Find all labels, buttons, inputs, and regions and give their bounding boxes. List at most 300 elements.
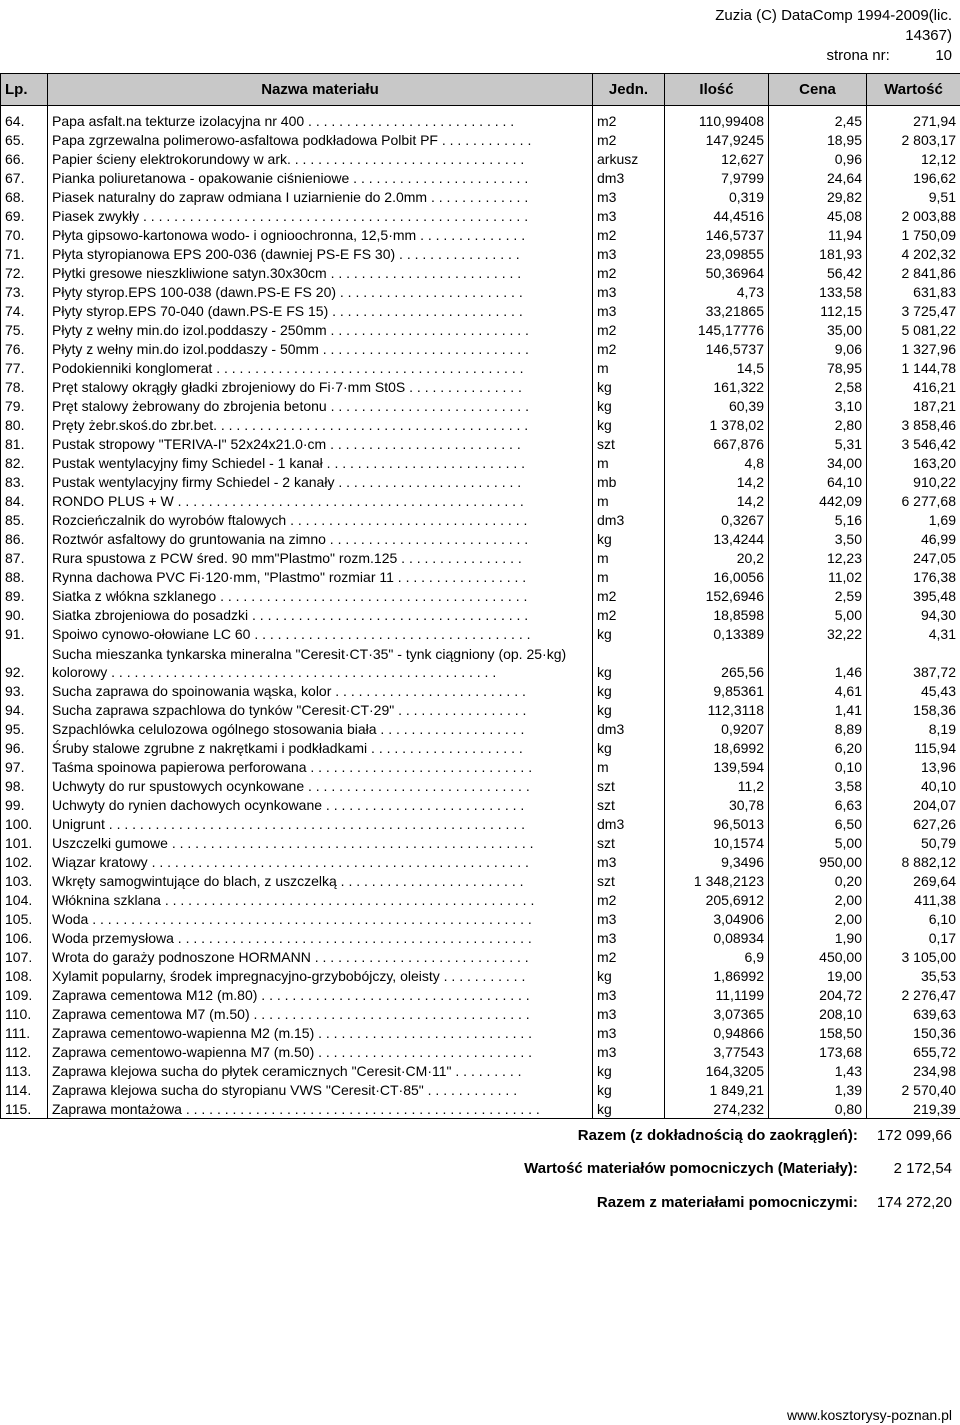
col-header-qty: Ilość bbox=[665, 74, 769, 106]
row-lp: 90. bbox=[1, 605, 48, 624]
row-unit: mb bbox=[593, 472, 665, 491]
row-value: 2 803,17 bbox=[867, 130, 960, 149]
row-unit: m3 bbox=[593, 928, 665, 947]
row-name: Pustak stropowy "TERIVA-I" 52x24x21.0·cm . . . . . . . . . . . . . . . . . . . . . . . . . bbox=[48, 434, 593, 453]
row-lp: 73. bbox=[1, 282, 48, 301]
row-price: 5,00 bbox=[769, 833, 867, 852]
row-value: 631,83 bbox=[867, 282, 960, 301]
row-price: 32,22 bbox=[769, 624, 867, 643]
table-row bbox=[1, 567, 960, 586]
row-name: Podokienniki konglomerat . . . . . . . . . . . . . . . . . . . . . . . . . . . . . . . . . . . . . . . . bbox=[48, 358, 593, 377]
row-name: Unigrunt . . . . . . . . . . . . . . . . . . . . . . . . . . . . . . . . . . . . . . . . . . . . . . . . . . . . . . bbox=[48, 814, 593, 833]
table-row bbox=[1, 757, 960, 776]
table-row bbox=[1, 966, 960, 985]
row-price: 112,15 bbox=[769, 301, 867, 320]
row-value: 94,30 bbox=[867, 605, 960, 624]
row-unit: kg bbox=[593, 377, 665, 396]
row-name: Papa zgrzewalna polimerowo-asfaltowa podkładowa Polbit PF . . . . . . . . . . . . bbox=[48, 130, 593, 149]
row-unit: m bbox=[593, 757, 665, 776]
row-unit: szt bbox=[593, 434, 665, 453]
row-name: Zaprawa montażowa . . . . . . . . . . . . . . . . . . . . . . . . . . . . . . . . . . . . . . . . . . . . . . bbox=[48, 1099, 593, 1119]
row-lp: 108. bbox=[1, 966, 48, 985]
row-name: Piasek zwykły . . . . . . . . . . . . . . . . . . . . . . . . . . . . . . . . . . . . . . . . . . . . . . . . . . bbox=[48, 206, 593, 225]
page-label: strona nr: bbox=[826, 47, 890, 64]
row-value: 187,21 bbox=[867, 396, 960, 415]
row-lp: 75. bbox=[1, 320, 48, 339]
row-unit: kg bbox=[593, 415, 665, 434]
row-unit: kg bbox=[593, 966, 665, 985]
row-price: 12,23 bbox=[769, 548, 867, 567]
row-lp: 110. bbox=[1, 1004, 48, 1023]
row-price: 2,80 bbox=[769, 415, 867, 434]
row-price: 6,50 bbox=[769, 814, 867, 833]
row-lp: 107. bbox=[1, 947, 48, 966]
table-row bbox=[1, 491, 960, 510]
row-unit: m3 bbox=[593, 985, 665, 1004]
row-value: 234,98 bbox=[867, 1061, 960, 1080]
row-unit: dm3 bbox=[593, 814, 665, 833]
row-unit: kg bbox=[593, 1061, 665, 1080]
row-qty: 10,1574 bbox=[665, 833, 769, 852]
row-lp: 78. bbox=[1, 377, 48, 396]
row-lp: 97. bbox=[1, 757, 48, 776]
row-qty: 33,21865 bbox=[665, 301, 769, 320]
row-value: 269,64 bbox=[867, 871, 960, 890]
row-value: 416,21 bbox=[867, 377, 960, 396]
row-name: Płyty styrop.EPS 70-040 (dawn.PS-E FS 15) . . . . . . . . . . . . . . . . . . . . . . . . . bbox=[48, 301, 593, 320]
table-row bbox=[1, 814, 960, 833]
row-value: 271,94 bbox=[867, 106, 960, 131]
row-price: 1,90 bbox=[769, 928, 867, 947]
table-row bbox=[1, 947, 960, 966]
row-lp: 104. bbox=[1, 890, 48, 909]
row-unit: kg bbox=[593, 643, 665, 681]
row-price: 0,10 bbox=[769, 757, 867, 776]
row-unit: m bbox=[593, 453, 665, 472]
row-lp: 65. bbox=[1, 130, 48, 149]
table-row bbox=[1, 586, 960, 605]
row-name: Płyta gipsowo-kartonowa wodo- i ognioochronna, 12,5·mm . . . . . . . . . . . . . . bbox=[48, 225, 593, 244]
row-value: 2 841,86 bbox=[867, 263, 960, 282]
row-qty: 11,1199 bbox=[665, 985, 769, 1004]
row-qty: 18,6992 bbox=[665, 738, 769, 757]
row-qty: 145,17776 bbox=[665, 320, 769, 339]
row-qty: 4,73 bbox=[665, 282, 769, 301]
row-price: 24,64 bbox=[769, 168, 867, 187]
row-unit: m3 bbox=[593, 244, 665, 263]
row-lp: 91. bbox=[1, 624, 48, 643]
row-qty: 3,04906 bbox=[665, 909, 769, 928]
row-unit: szt bbox=[593, 795, 665, 814]
row-qty: 12,627 bbox=[665, 149, 769, 168]
row-price: 950,00 bbox=[769, 852, 867, 871]
row-lp: 105. bbox=[1, 909, 48, 928]
row-price: 9,06 bbox=[769, 339, 867, 358]
table-row bbox=[1, 149, 960, 168]
row-value: 13,96 bbox=[867, 757, 960, 776]
table-row bbox=[1, 244, 960, 263]
row-name: Sucha zaprawa szpachlowa do tynków "Ceresit·CT·29" . . . . . . . . . . . . . . . . . bbox=[48, 700, 593, 719]
row-price: 158,50 bbox=[769, 1023, 867, 1042]
row-qty: 9,85361 bbox=[665, 681, 769, 700]
row-price: 6,20 bbox=[769, 738, 867, 757]
col-header-price: Cena bbox=[769, 74, 867, 106]
table-row bbox=[1, 890, 960, 909]
row-price: 2,00 bbox=[769, 890, 867, 909]
license-line-2: 14367) bbox=[905, 27, 952, 44]
row-qty: 274,232 bbox=[665, 1099, 769, 1119]
row-name: Uszczelki gumowe . . . . . . . . . . . . . . . . . . . . . . . . . . . . . . . . . . . . . . . . . . . . . . . bbox=[48, 833, 593, 852]
table-row bbox=[1, 225, 960, 244]
row-lp: 109. bbox=[1, 985, 48, 1004]
table-row bbox=[1, 985, 960, 1004]
row-qty: 0,94866 bbox=[665, 1023, 769, 1042]
row-value: 176,38 bbox=[867, 567, 960, 586]
row-value: 50,79 bbox=[867, 833, 960, 852]
table-row bbox=[1, 187, 960, 206]
table-row bbox=[1, 282, 960, 301]
row-qty: 3,07365 bbox=[665, 1004, 769, 1023]
row-name: Zaprawa klejowa sucha do płytek ceramicznych "Ceresit·CM·11" . . . . . . . . . bbox=[48, 1061, 593, 1080]
row-name: Papa asfalt.na tekturze izolacyjna nr 400 . . . . . . . . . . . . . . . . . . . . . . . . . . . bbox=[48, 106, 593, 131]
row-lp: 106. bbox=[1, 928, 48, 947]
row-value: 150,36 bbox=[867, 1023, 960, 1042]
row-name: Śruby stalowe zgrubne z nakrętkami i podkładkami . . . . . . . . . . . . . . . . . . . . bbox=[48, 738, 593, 757]
row-name: Płyty styrop.EPS 100-038 (dawn.PS-E FS 20) . . . . . . . . . . . . . . . . . . . . . . . . bbox=[48, 282, 593, 301]
row-price: 181,93 bbox=[769, 244, 867, 263]
table-row bbox=[1, 106, 960, 131]
row-lp: 88. bbox=[1, 567, 48, 586]
row-name: Sucha zaprawa do spoinowania wąska, kolor . . . . . . . . . . . . . . . . . . . . . . . . . bbox=[48, 681, 593, 700]
row-value: 8 882,12 bbox=[867, 852, 960, 871]
row-price: 2,00 bbox=[769, 909, 867, 928]
row-price: 0,96 bbox=[769, 149, 867, 168]
row-qty: 0,319 bbox=[665, 187, 769, 206]
table-row bbox=[1, 928, 960, 947]
row-price: 208,10 bbox=[769, 1004, 867, 1023]
row-qty: 16,0056 bbox=[665, 567, 769, 586]
table-row bbox=[1, 472, 960, 491]
row-value: 910,22 bbox=[867, 472, 960, 491]
row-unit: m2 bbox=[593, 106, 665, 131]
row-value: 163,20 bbox=[867, 453, 960, 472]
row-lp: 85. bbox=[1, 510, 48, 529]
row-name: Xylamit popularny, środek impregnacyjno-grzybobójczy, oleisty . . . . . . . . . . . bbox=[48, 966, 593, 985]
row-name: Uchwyty do rur spustowych ocynkowane . . . . . . . . . . . . . . . . . . . . . . . . . . . . . bbox=[48, 776, 593, 795]
row-name: Siatka z włókna szklanego . . . . . . . . . . . . . . . . . . . . . . . . . . . . . . . . . . . . . . . . bbox=[48, 586, 593, 605]
row-qty: 6,9 bbox=[665, 947, 769, 966]
row-price: 442,09 bbox=[769, 491, 867, 510]
row-unit: m bbox=[593, 548, 665, 567]
col-header-unit: Jedn. bbox=[593, 74, 665, 106]
row-name: Rozcieńczalnik do wyrobów ftalowych . . . . . . . . . . . . . . . . . . . . . . . . . . . . . . . bbox=[48, 510, 593, 529]
row-price: 204,72 bbox=[769, 985, 867, 1004]
row-price: 2,58 bbox=[769, 377, 867, 396]
table-row bbox=[1, 339, 960, 358]
row-qty: 50,36964 bbox=[665, 263, 769, 282]
row-lp: 74. bbox=[1, 301, 48, 320]
row-lp: 99. bbox=[1, 795, 48, 814]
row-name: Wrota do garaży podnoszone HORMANN . . . . . . . . . . . . . . . . . . . . . . . . . . . . bbox=[48, 947, 593, 966]
row-name: Roztwór asfaltowy do gruntowania na zimno . . . . . . . . . . . . . . . . . . . . . . . . . . bbox=[48, 529, 593, 548]
row-price: 8,89 bbox=[769, 719, 867, 738]
row-unit: szt bbox=[593, 776, 665, 795]
row-lp: 114. bbox=[1, 1080, 48, 1099]
row-lp: 70. bbox=[1, 225, 48, 244]
row-unit: m3 bbox=[593, 1004, 665, 1023]
row-lp: 68. bbox=[1, 187, 48, 206]
row-price: 64,10 bbox=[769, 472, 867, 491]
row-qty: 147,9245 bbox=[665, 130, 769, 149]
row-qty: 11,2 bbox=[665, 776, 769, 795]
table-row bbox=[1, 548, 960, 567]
table-header-row bbox=[1, 74, 960, 106]
row-price: 18,95 bbox=[769, 130, 867, 149]
row-unit: m3 bbox=[593, 852, 665, 871]
row-value: 196,62 bbox=[867, 168, 960, 187]
row-qty: 96,5013 bbox=[665, 814, 769, 833]
table-row bbox=[1, 871, 960, 890]
table-row bbox=[1, 833, 960, 852]
table-row bbox=[1, 1023, 960, 1042]
row-qty: 0,3267 bbox=[665, 510, 769, 529]
row-price: 3,10 bbox=[769, 396, 867, 415]
table-row bbox=[1, 358, 960, 377]
row-value: 0,17 bbox=[867, 928, 960, 947]
row-unit: kg bbox=[593, 738, 665, 757]
table-row bbox=[1, 377, 960, 396]
row-price: 11,94 bbox=[769, 225, 867, 244]
row-qty: 1,86992 bbox=[665, 966, 769, 985]
table-row bbox=[1, 852, 960, 871]
row-price: 5,31 bbox=[769, 434, 867, 453]
row-price: 1,43 bbox=[769, 1061, 867, 1080]
row-price: 1,41 bbox=[769, 700, 867, 719]
row-value: 35,53 bbox=[867, 966, 960, 985]
row-name: Płyta styropianowa EPS 200-036 (dawniej PS-E FS 30) . . . . . . . . . . . . . . . . bbox=[48, 244, 593, 263]
row-unit: kg bbox=[593, 624, 665, 643]
row-price: 19,00 bbox=[769, 966, 867, 985]
row-name: Zaprawa cementowo-wapienna M7 (m.50) . . . . . . . . . . . . . . . . . . . . . . . . . . . . bbox=[48, 1042, 593, 1061]
row-lp: 115. bbox=[1, 1099, 48, 1119]
row-qty: 14,2 bbox=[665, 491, 769, 510]
row-unit: m2 bbox=[593, 263, 665, 282]
table-row bbox=[1, 1080, 960, 1099]
row-unit: m bbox=[593, 567, 665, 586]
row-value: 4 202,32 bbox=[867, 244, 960, 263]
row-name: Zaprawa klejowa sucha do styropianu VWS "Ceresit·CT·85" . . . . . . . . . . . . bbox=[48, 1080, 593, 1099]
row-name: Zaprawa cementowo-wapienna M2 (m.15) . . . . . . . . . . . . . . . . . . . . . . . . . . . . bbox=[48, 1023, 593, 1042]
row-value: 655,72 bbox=[867, 1042, 960, 1061]
row-name: Płytki gresowe nieszkliwione satyn.30x30cm . . . . . . . . . . . . . . . . . . . . . . . . . bbox=[48, 263, 593, 282]
page-number: 10 bbox=[935, 47, 952, 64]
row-name: Uchwyty do rynien dachowych ocynkowane . . . . . . . . . . . . . . . . . . . . . . . . . . bbox=[48, 795, 593, 814]
row-qty: 60,39 bbox=[665, 396, 769, 415]
row-price: 29,82 bbox=[769, 187, 867, 206]
row-qty: 152,6946 bbox=[665, 586, 769, 605]
row-unit: arkusz bbox=[593, 149, 665, 168]
total-label: Razem (z dokładnością do zaokrągleń): bbox=[577, 1127, 858, 1144]
row-price: 6,63 bbox=[769, 795, 867, 814]
row-unit: kg bbox=[593, 681, 665, 700]
row-qty: 1 378,02 bbox=[665, 415, 769, 434]
row-lp: 94. bbox=[1, 700, 48, 719]
row-lp: 96. bbox=[1, 738, 48, 757]
row-value: 9,51 bbox=[867, 187, 960, 206]
row-qty: 7,9799 bbox=[665, 168, 769, 187]
row-value: 1 144,78 bbox=[867, 358, 960, 377]
row-price: 5,16 bbox=[769, 510, 867, 529]
row-name: Papier ścieny elektrokorundowy w ark. . . . . . . . . . . . . . . . . . . . . . . . . . . . . . . bbox=[48, 149, 593, 168]
row-name: Pręt stalowy okrągły gładki zbrojeniowy do Fi·7·mm St0S . . . . . . . . . . . . . . . bbox=[48, 377, 593, 396]
row-price: 4,61 bbox=[769, 681, 867, 700]
row-price: 450,00 bbox=[769, 947, 867, 966]
row-qty: 205,6912 bbox=[665, 890, 769, 909]
row-unit: m2 bbox=[593, 320, 665, 339]
row-name: Szpachlówka celulozowa ogólnego stosowania biała . . . . . . . . . . . . . . . . . . . bbox=[48, 719, 593, 738]
row-name: Spoiwo cynowo-ołowiane LC 60 . . . . . . . . . . . . . . . . . . . . . . . . . . . . . . . . . . . . bbox=[48, 624, 593, 643]
page-number-line bbox=[715, 46, 952, 66]
row-lp: 102. bbox=[1, 852, 48, 871]
row-price: 11,02 bbox=[769, 567, 867, 586]
row-value: 158,36 bbox=[867, 700, 960, 719]
row-qty: 1 348,2123 bbox=[665, 871, 769, 890]
table-row bbox=[1, 795, 960, 814]
row-lp: 82. bbox=[1, 453, 48, 472]
row-value: 411,38 bbox=[867, 890, 960, 909]
row-lp: 98. bbox=[1, 776, 48, 795]
row-value: 6 277,68 bbox=[867, 491, 960, 510]
row-lp: 69. bbox=[1, 206, 48, 225]
row-qty: 265,56 bbox=[665, 643, 769, 681]
row-unit: dm3 bbox=[593, 168, 665, 187]
row-value: 12,12 bbox=[867, 149, 960, 168]
row-qty: 161,322 bbox=[665, 377, 769, 396]
table-row bbox=[1, 453, 960, 472]
materials-table bbox=[0, 73, 960, 1119]
row-lp: 83. bbox=[1, 472, 48, 491]
table-row bbox=[1, 681, 960, 700]
row-name: Wiązar kratowy . . . . . . . . . . . . . . . . . . . . . . . . . . . . . . . . . . . . . . . . . . . . . . . . . bbox=[48, 852, 593, 871]
table-row bbox=[1, 130, 960, 149]
row-lp: 81. bbox=[1, 434, 48, 453]
table-row bbox=[1, 605, 960, 624]
row-unit: m2 bbox=[593, 947, 665, 966]
grand-total-row bbox=[597, 1194, 952, 1211]
row-price: 78,95 bbox=[769, 358, 867, 377]
row-qty: 23,09855 bbox=[665, 244, 769, 263]
row-unit: m3 bbox=[593, 206, 665, 225]
row-unit: m3 bbox=[593, 909, 665, 928]
row-qty: 0,9207 bbox=[665, 719, 769, 738]
row-qty: 20,2 bbox=[665, 548, 769, 567]
row-value: 627,26 bbox=[867, 814, 960, 833]
row-value: 6,10 bbox=[867, 909, 960, 928]
row-unit: m2 bbox=[593, 339, 665, 358]
table-body bbox=[1, 106, 960, 1119]
col-header-name: Nazwa materiału bbox=[48, 74, 593, 106]
row-value: 387,72 bbox=[867, 643, 960, 681]
row-qty: 1 849,21 bbox=[665, 1080, 769, 1099]
row-lp: 79. bbox=[1, 396, 48, 415]
row-qty: 0,08934 bbox=[665, 928, 769, 947]
row-unit: m2 bbox=[593, 130, 665, 149]
row-price: 0,80 bbox=[769, 1099, 867, 1119]
table-row bbox=[1, 320, 960, 339]
col-header-lp: Lp. bbox=[1, 74, 48, 106]
row-qty: 44,4516 bbox=[665, 206, 769, 225]
row-qty: 0,13389 bbox=[665, 624, 769, 643]
row-qty: 4,8 bbox=[665, 453, 769, 472]
row-name: Pustak wentylacyjny firmy Schiedel - 2 kanały . . . . . . . . . . . . . . . . . . . . . . . . bbox=[48, 472, 593, 491]
row-name: Płyty z wełny min.do izol.poddaszy - 50mm . . . . . . . . . . . . . . . . . . . . . . . . . . . bbox=[48, 339, 593, 358]
page-header bbox=[715, 6, 952, 66]
row-value: 46,99 bbox=[867, 529, 960, 548]
row-qty: 14,2 bbox=[665, 472, 769, 491]
row-value: 45,43 bbox=[867, 681, 960, 700]
row-qty: 18,8598 bbox=[665, 605, 769, 624]
row-price: 5,00 bbox=[769, 605, 867, 624]
row-qty: 13,4244 bbox=[665, 529, 769, 548]
row-lp: 86. bbox=[1, 529, 48, 548]
row-price: 3,50 bbox=[769, 529, 867, 548]
aux-materials-row bbox=[524, 1160, 952, 1177]
row-unit: m bbox=[593, 358, 665, 377]
table-row bbox=[1, 776, 960, 795]
table-row bbox=[1, 700, 960, 719]
row-value: 2 276,47 bbox=[867, 985, 960, 1004]
row-value: 2 003,88 bbox=[867, 206, 960, 225]
row-name: Pręty żebr.skoś.do zbr.bet. . . . . . . . . . . . . . . . . . . . . . . . . . . . . . . . . . . . . . . . . bbox=[48, 415, 593, 434]
row-qty: 146,5737 bbox=[665, 225, 769, 244]
row-unit: kg bbox=[593, 1080, 665, 1099]
table-row bbox=[1, 1061, 960, 1080]
table-row bbox=[1, 510, 960, 529]
row-price: 133,58 bbox=[769, 282, 867, 301]
row-price: 0,20 bbox=[769, 871, 867, 890]
row-value: 395,48 bbox=[867, 586, 960, 605]
row-lp: 64. bbox=[1, 106, 48, 131]
row-name: RONDO PLUS + W . . . . . . . . . . . . . . . . . . . . . . . . . . . . . . . . . . . . . . . . . . . . . bbox=[48, 491, 593, 510]
table-row bbox=[1, 206, 960, 225]
row-price: 173,68 bbox=[769, 1042, 867, 1061]
table-row bbox=[1, 415, 960, 434]
row-unit: kg bbox=[593, 1099, 665, 1119]
row-lp: 89. bbox=[1, 586, 48, 605]
table-row bbox=[1, 168, 960, 187]
aux-materials-value: 2 172,54 bbox=[893, 1160, 952, 1177]
row-qty: 3,77543 bbox=[665, 1042, 769, 1061]
row-value: 1 327,96 bbox=[867, 339, 960, 358]
row-value: 247,05 bbox=[867, 548, 960, 567]
row-lp: 87. bbox=[1, 548, 48, 567]
row-unit: m3 bbox=[593, 1042, 665, 1061]
row-unit: kg bbox=[593, 700, 665, 719]
row-lp: 76. bbox=[1, 339, 48, 358]
row-value: 1,69 bbox=[867, 510, 960, 529]
row-qty: 164,3205 bbox=[665, 1061, 769, 1080]
row-value: 3 725,47 bbox=[867, 301, 960, 320]
row-unit: m2 bbox=[593, 605, 665, 624]
row-lp: 95. bbox=[1, 719, 48, 738]
row-name: Zaprawa cementowa M12 (m.80) . . . . . . . . . . . . . . . . . . . . . . . . . . . . . . . . . . . bbox=[48, 985, 593, 1004]
row-value: 3 858,46 bbox=[867, 415, 960, 434]
table-row bbox=[1, 301, 960, 320]
total-value: 172 099,66 bbox=[876, 1127, 952, 1144]
row-lp: 72. bbox=[1, 263, 48, 282]
row-unit: kg bbox=[593, 396, 665, 415]
row-lp: 113. bbox=[1, 1061, 48, 1080]
